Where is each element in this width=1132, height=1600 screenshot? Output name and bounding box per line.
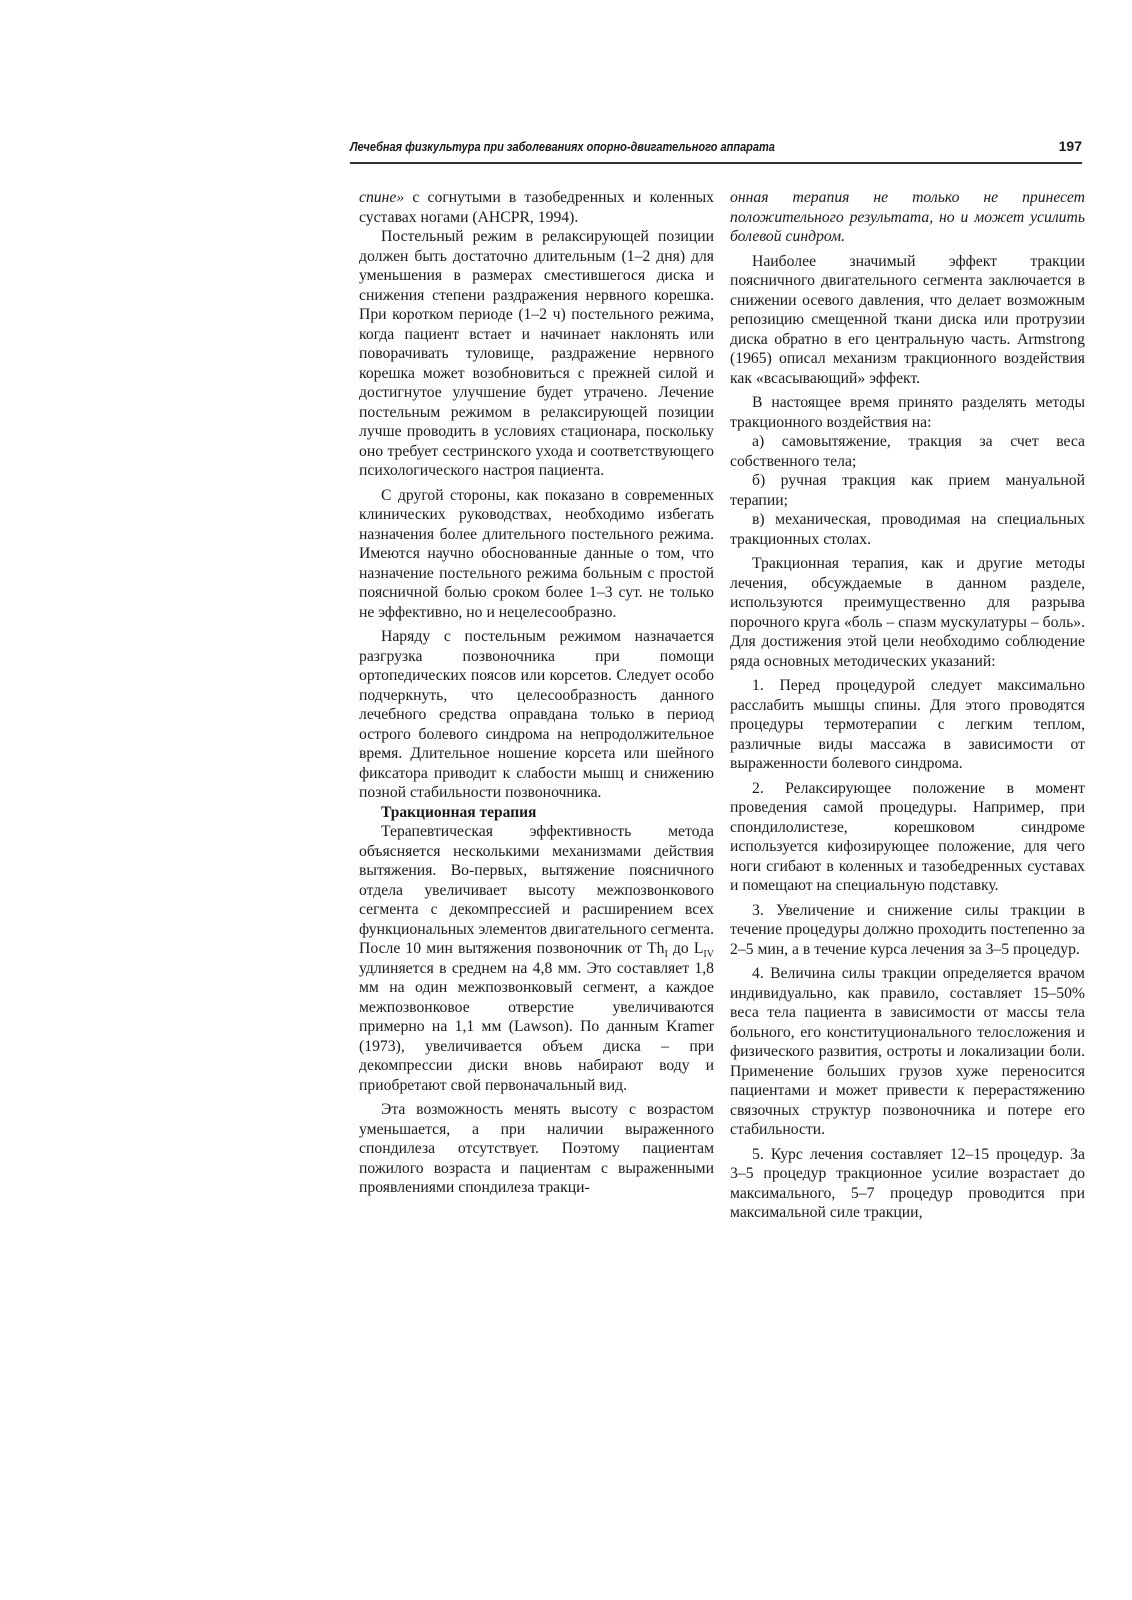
paragraph-methods-intro: В настоящее время принято разделять методы тракционного воздействия на: [730, 394, 1085, 431]
list-item-b: б) ручная тракция как прием мануальной терапии; [730, 472, 1085, 509]
list-step-5: 5. Курс лечения составляет 12–15 процедур. За 3–5 процедур тракционное усилие возрастает до максимального, 5–7 процедур проводится при максимальной силе тракции, [730, 1145, 1085, 1221]
list-step-3: 3. Увеличение и снижение силы тракции в течение процедуры должно проходить постепенно за 2–5 мин, а в течение курса лечения за 3–5 процедур. [730, 901, 1085, 958]
paragraph-age: Эта возможность менять высоту с возрастом уменьшается, а при наличии выраженного спондилеза отсутствует. Поэтому пациентам пожилого возраста и пациентам с выраженными проявлениями спондилеза тракци- [359, 1101, 714, 1196]
left-column [359, 188, 714, 1198]
running-header [350, 136, 1082, 164]
paragraph-guidelines: С другой стороны, как показано в современных клинических руководствах, необходимо избегать назначения более длительного постельного режима. Имеются научно обоснованные данные о том, что назначение постельного режима больным с простой поясничной болью сроком более 1–3 сут. не только не эффективно, но и нецелесообразно. [359, 486, 714, 621]
list-step-2: 2. Релаксирующее положение в момент проведения самой процедуры. Например, при спондилолистезе, корешковом синдроме используется кифозирующее положение, для чего ноги сгибают в коленных и тазобедренных суставах и помещают на специальную подставку. [730, 779, 1085, 894]
list-step-1: 1. Перед процедурой следует максимально расслабить мышцы спины. Для этого проводятся процедуры термотерапии с легким теплом, различные виды массажа в зависимости от выраженности болевого синдрома. [730, 677, 1085, 772]
list-item-c: в) механическая, проводимая на специальных тракционных столах. [730, 511, 1085, 548]
text-fragment: до L [667, 940, 704, 957]
list-step-4: 4. Величина силы тракции определяется врачом индивидуально, как правило, составляет 15–50% веса тела пациента в зависимости от массы тела больного, его конституционального телосложения и физического развития, остроты и локализации боли. Применение больших грузов хуже переносится пациентами и может привести к перерастяжению связочных структур позвоночника и потере его стабильности. [730, 965, 1085, 1138]
right-column [730, 188, 1085, 1223]
subscript: IV [703, 949, 714, 961]
page-number: 197 [1058, 138, 1082, 154]
paragraph-bed-rest: Постельный режим в релаксирующей позиции должен быть достаточно длительным (1–2 дня) для уменьшения в размерах сместившегося диска и снижения степени раздражения нервного корешка. При коротком периоде (1–2 ч) постельного режима, когда пациент встает и начинает наклонять или поворачивать туловище, раздражение нервного корешка может возобновиться с прежней силой и достигнутое улучшение будет утрачено. Лечение постельным режимом в релаксирующей позиции лучше проводить в условиях стационара, поскольку оно требует сестринского ухода и соответствующего психологического настроя пациента. [359, 228, 714, 479]
text-fragment: Терапевтическая эффективность метода объясняется несколькими механизмами действия вытяжения. Во-первых, вытяжение поясничного отдела увеличивает высоту межпозвонкового сегмента с декомпрессией и расширением всех функциональных элементов двигательного сегмента. После 10 мин вытяжения позвоночник от Th [359, 823, 714, 957]
subscript: I [664, 949, 668, 961]
running-title: Лечебная физкультура при заболеваниях опорно-двигательного аппарата [350, 140, 775, 154]
paragraph-traction-effect [359, 822, 714, 1095]
section-heading: Тракционная терапия [381, 803, 537, 821]
italic-fragment: спине» [359, 189, 405, 206]
paragraph-axial-pressure: Наиболее значимый эффект тракции поясничного двигательного сегмента заключается в снижении осевого давления, что делает возможным репозицию смещенной ткани диска или протрузии диска обратно в его центральную часть. Armstrong (1965) описал механизм тракционного воздействия как «всасывающий» эффект. [730, 252, 1085, 387]
text-fragment: с согнутыми в тазобедренных и коленных суставах ногами (AHCPR, 1994). [359, 189, 714, 226]
paragraph-vicious-circle: Тракционная терапия, как и другие методы лечения, обсуждаемые в данном разделе, используются преимущественно для разрыва порочного круга «боль – спазм мускулатуры – боль». Для достижения этой цели необходимо соблюдение ряда основных методических указаний: [730, 555, 1085, 670]
paragraph-corset: Наряду с постельным режимом назначается разгрузка позвоночника при помощи ортопедических поясов или корсетов. Следует особо подчеркнуть, что целесообразность данного лечебного средства оправдана только в период острого болевого синдрома на непродолжительное время. Длительное ношение корсета или шейного фиксатора приводит к слабости мышц и снижению позной стабильности позвоночника. [359, 628, 714, 801]
text-fragment: удлиняется в среднем на 4,8 мм. Это составляет 1,8 мм на один межпозвонковый сегмент, а каждое межпозвонковое отверстие увеличиваются примерно на 1,1 мм (Lawson). По данным Kramer (1973), увеличивается объем диска – при декомпрессии диски вновь набирают воду и приобретают свой первоначальный вид. [359, 959, 714, 1094]
paragraph-continuation: онная терапия не только не принесет положительного результата, но и может усилить болевой синдром. [730, 189, 1085, 245]
list-item-a: а) самовытяжение, тракция за счет веса собственного тела; [730, 433, 1085, 470]
paragraph-continuation [359, 188, 714, 227]
